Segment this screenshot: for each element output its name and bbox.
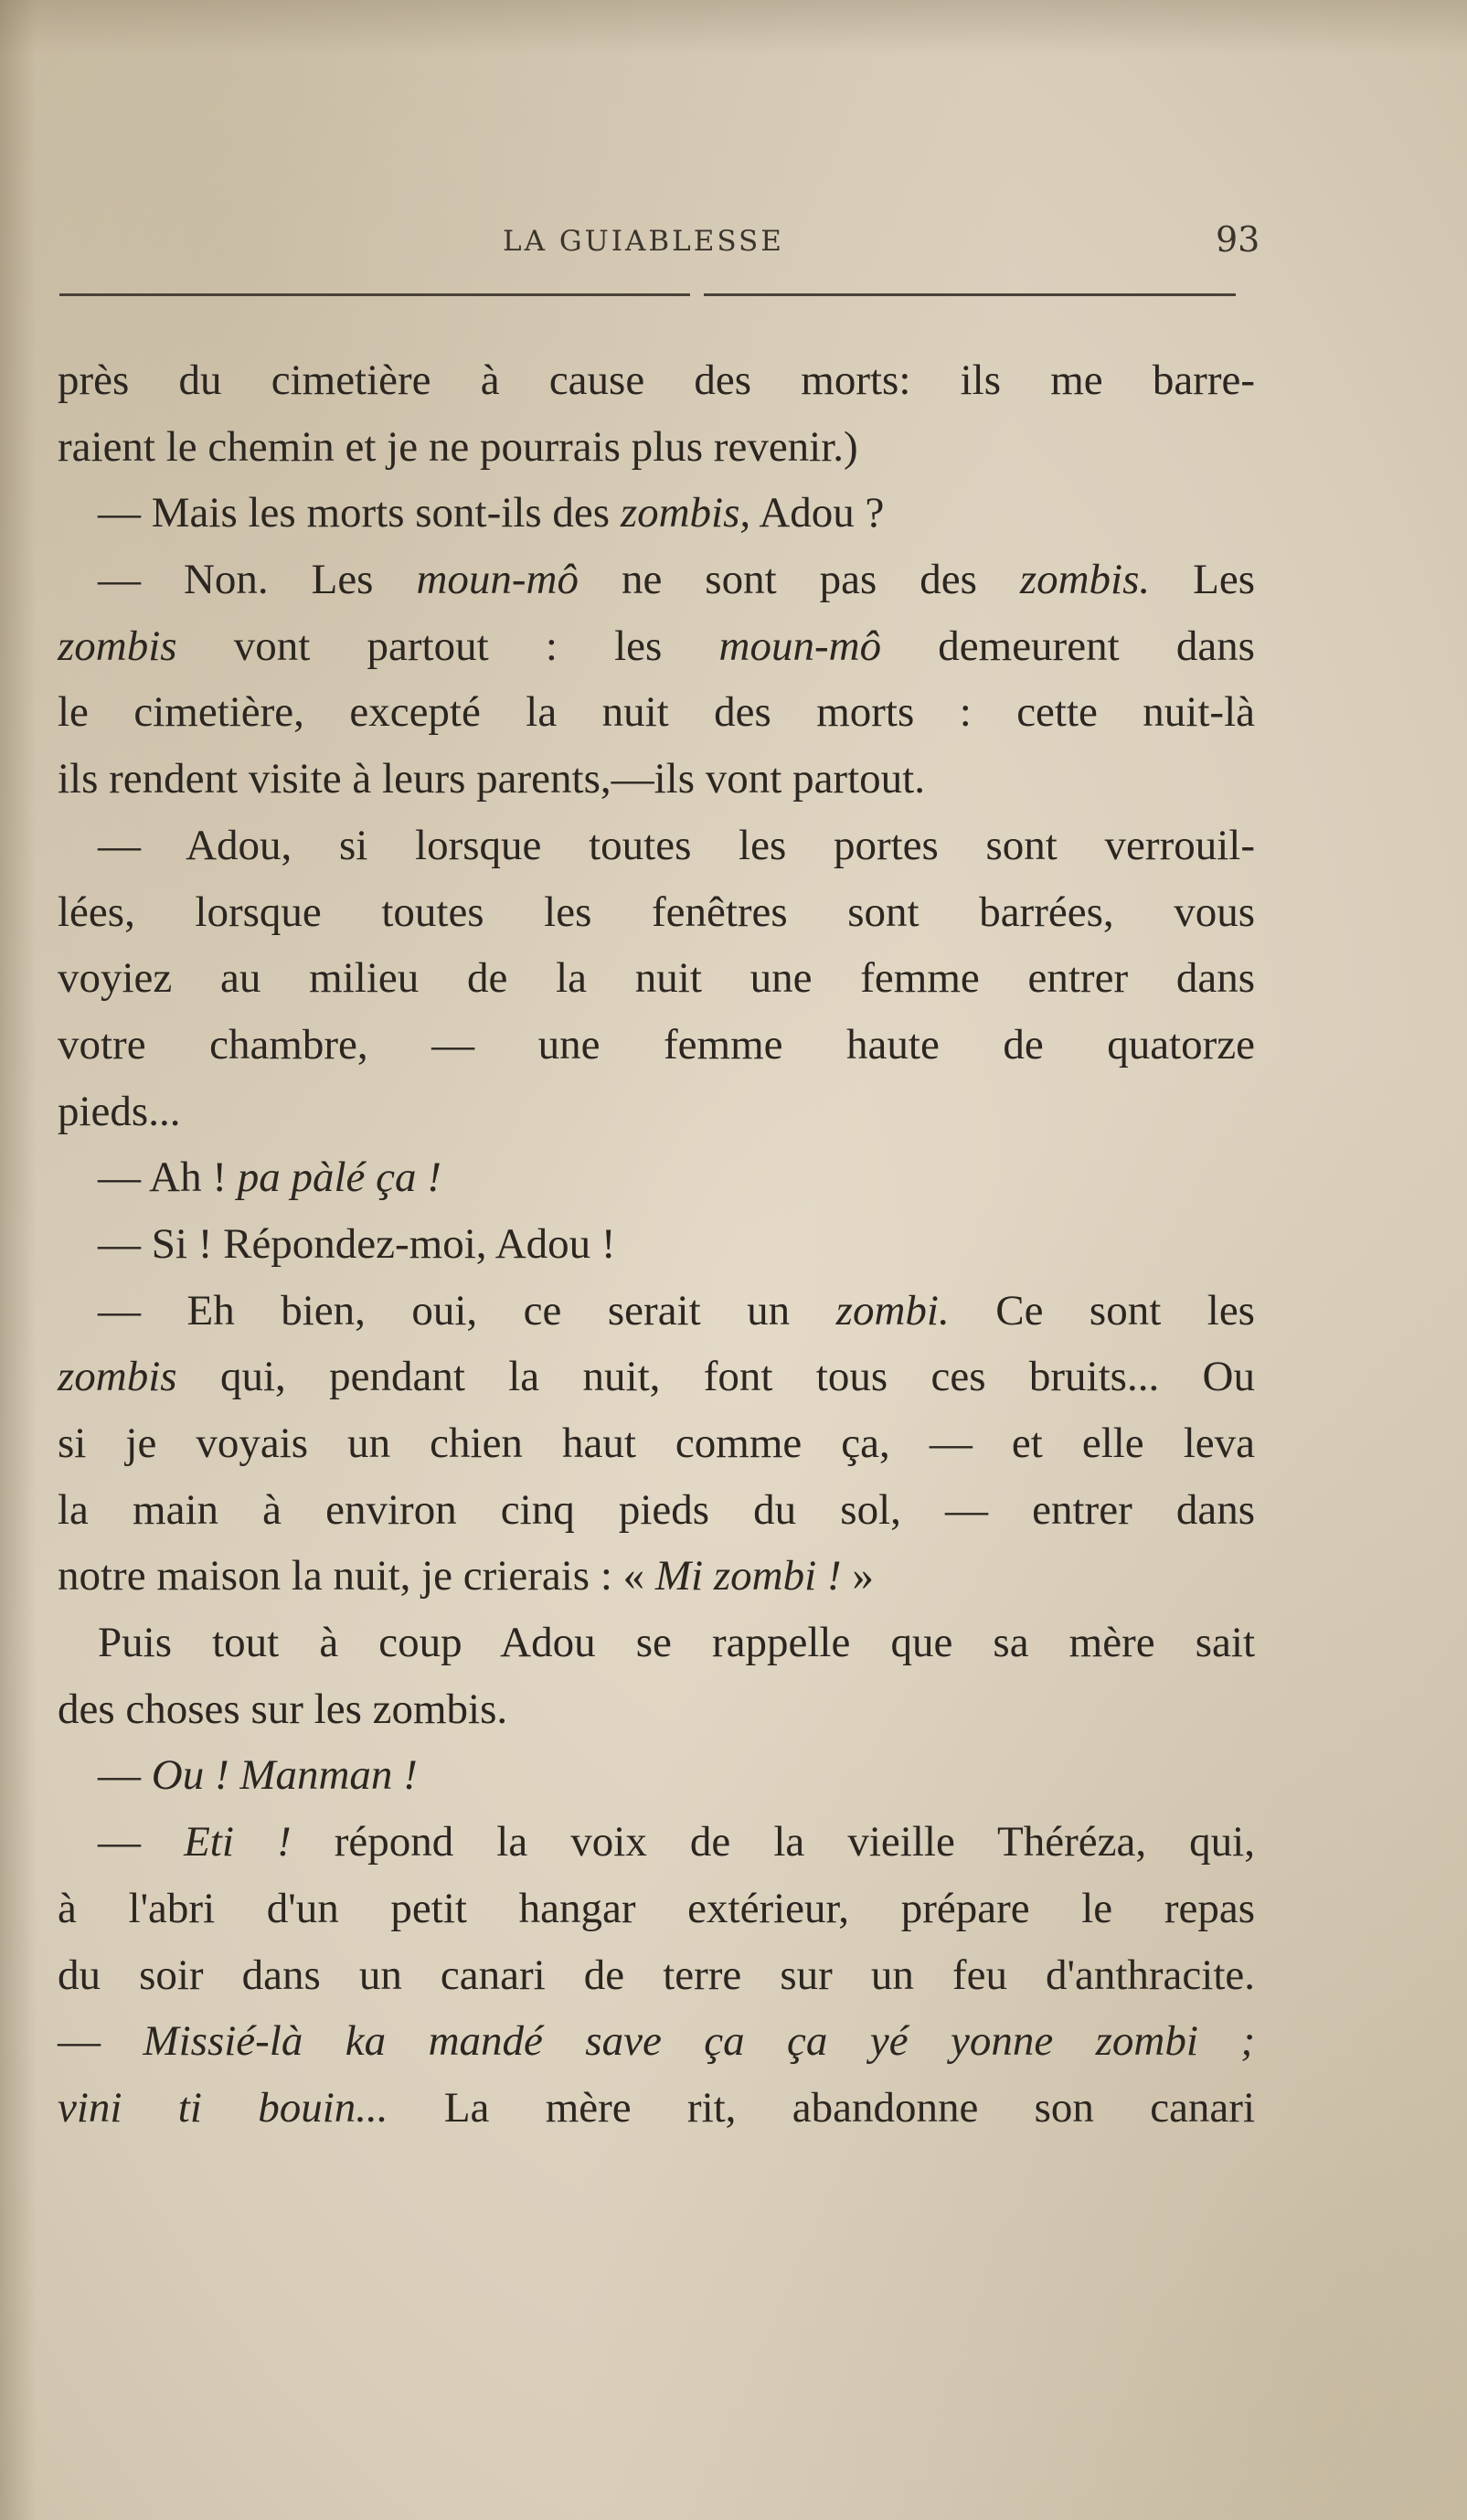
text-segment: qui, pendant la nuit, font tous ces bruits... Ou <box>176 1353 1255 1401</box>
italic-text: moun-mô <box>416 556 579 604</box>
text-segment: La mère rit, abandonne son canari <box>388 2083 1256 2132</box>
text-line <box>58 1211 1255 1278</box>
text-segment: — <box>98 1818 185 1866</box>
page-edge-shadow <box>0 0 37 2520</box>
text-line <box>58 746 1255 813</box>
text-line <box>58 1742 1255 1809</box>
italic-text: Missié-là ka mandé save ça ça yé yonne zombi ; <box>143 2017 1256 2066</box>
text-line <box>58 1610 1255 1676</box>
text-segment: la main à environ cinq pieds du sol, — entrer dans <box>58 1485 1255 1534</box>
text-segment: votre chambre, — une femme haute de quatorze <box>58 1020 1255 1069</box>
text-segment: pieds... <box>58 1087 181 1135</box>
text-segment: le cimetière, excepté la nuit des morts : cette nuit-là <box>58 688 1255 737</box>
italic-text: zombis. <box>1019 556 1151 604</box>
text-segment: — Eh bien, oui, ce serait un <box>98 1286 836 1334</box>
text-segment: — <box>98 1751 152 1800</box>
text-line <box>58 1876 1255 1942</box>
text-line <box>58 945 1255 1012</box>
text-line <box>58 1410 1255 1477</box>
text-segment: — <box>58 2017 144 2066</box>
text-line <box>58 679 1255 746</box>
text-segment: voyiez au milieu de la nuit une femme entrer dans <box>58 954 1255 1003</box>
text-line <box>58 1942 1255 2009</box>
header-rule-right <box>704 293 1236 296</box>
body-text <box>58 347 1255 2142</box>
text-line <box>58 879 1255 946</box>
page-number: 93 <box>1216 219 1260 260</box>
text-line <box>58 1144 1255 1211</box>
text-segment: demeurent dans <box>881 622 1255 670</box>
text-segment: du soir dans un canari de terre sur un feu d'anthracite. <box>58 1951 1255 1999</box>
text-line <box>58 1543 1255 1610</box>
text-segment: lées, lorsque toutes les fenêtres sont barrées, vous <box>58 888 1255 936</box>
text-segment: » <box>841 1552 874 1600</box>
text-segment: Ce sont les <box>949 1286 1255 1334</box>
text-segment: notre maison la nuit, je crierais : « <box>58 1552 655 1600</box>
running-title: LA GUIABLESSE <box>503 225 784 258</box>
text-segment: vont partout : les <box>176 622 719 670</box>
text-line <box>58 1079 1255 1145</box>
text-segment: raient le chemin et je ne pourrais plus revenir.) <box>58 422 858 471</box>
text-line <box>58 2075 1255 2142</box>
text-segment: des choses sur les zombis. <box>58 1685 508 1733</box>
text-line <box>58 1344 1255 1410</box>
text-line <box>58 613 1255 680</box>
text-line <box>58 547 1255 613</box>
text-line <box>58 347 1255 414</box>
text-segment: répond la voix de la vieille Théréza, qui, <box>291 1818 1255 1866</box>
text-line <box>58 414 1255 481</box>
text-line <box>58 1012 1255 1079</box>
text-segment: — Ah ! <box>98 1154 238 1202</box>
text-segment: ne sont pas des <box>579 556 1020 604</box>
text-line <box>58 1278 1255 1345</box>
text-segment: — Mais les morts sont-ils des <box>98 489 621 537</box>
italic-text: moun-mô <box>718 622 882 670</box>
header-rule-left <box>59 293 690 296</box>
text-segment: Puis tout à coup Adou se rappelle que sa mère sait <box>98 1619 1255 1667</box>
italic-text: zombis <box>58 622 177 670</box>
text-segment: — Non. Les <box>98 556 417 604</box>
italic-text: vini ti bouin... <box>58 2083 388 2132</box>
text-line <box>58 1477 1255 1544</box>
text-segment: à l'abri d'un petit hangar extérieur, prépare le repas <box>58 1884 1255 1932</box>
italic-text: zombis <box>58 1353 177 1401</box>
italic-text: zombi. <box>835 1286 950 1334</box>
text-segment: — Si ! Répondez-moi, Adou ! <box>98 1219 616 1268</box>
text-line <box>58 1809 1255 1876</box>
text-segment: près du cimetière à cause des morts: ils me barre- <box>58 356 1255 404</box>
italic-text: Ou ! Manman ! <box>151 1751 418 1800</box>
text-line <box>58 813 1255 879</box>
text-line <box>58 2008 1255 2075</box>
page-top-shadow <box>0 0 1467 55</box>
text-line <box>58 480 1255 547</box>
italic-text: pa pàlé ça ! <box>237 1154 441 1202</box>
text-segment: Adou ? <box>750 489 885 537</box>
text-line <box>58 1676 1255 1743</box>
text-segment: ils rendent visite à leurs parents,—ils vont partout. <box>58 755 925 803</box>
text-segment: — Adou, si lorsque toutes les portes sont verrouil- <box>98 821 1255 869</box>
italic-text: Mi zombi ! <box>654 1552 842 1600</box>
text-segment: Les <box>1150 556 1255 604</box>
italic-text: Eti ! <box>184 1818 292 1866</box>
text-segment: si je voyais un chien haut comme ça, — et elle leva <box>58 1419 1255 1467</box>
italic-text: zombis, <box>620 489 751 537</box>
